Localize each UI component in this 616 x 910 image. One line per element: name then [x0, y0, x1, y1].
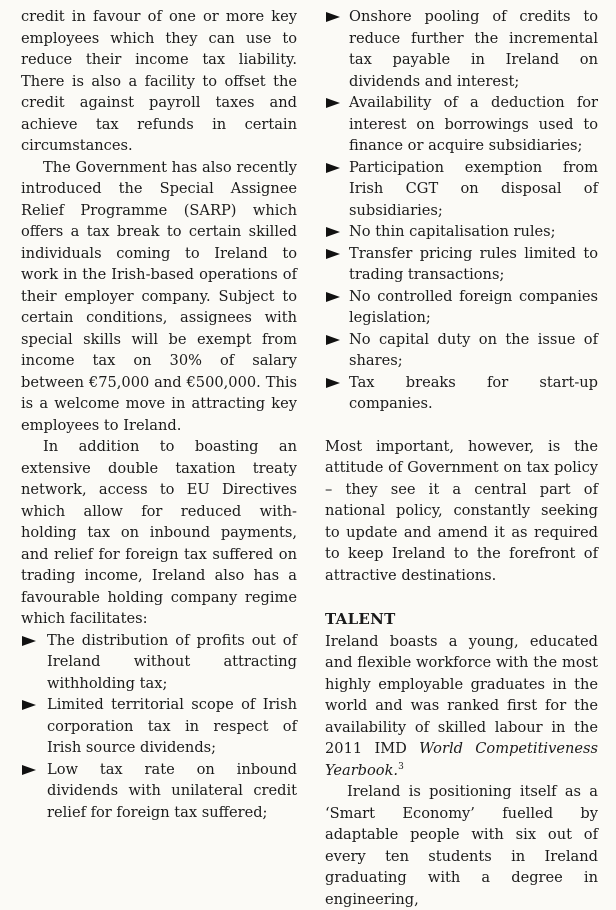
arrow-bullet-icon	[22, 700, 36, 710]
holding-regime-bullet-list	[21, 630, 297, 824]
arrow-bullet-icon	[326, 12, 340, 22]
list-item: Limited territorial scope of Irish corporation tax in respect of Irish source dividends;	[21, 694, 297, 759]
holding-regime-bullet-list-continued	[325, 6, 598, 415]
list-item: Onshore pooling of credits to reduce further the incremental tax payable in Ireland on dividends and interest;	[325, 6, 598, 92]
paragraph-holding-regime: In addition to boasting an extensive double taxation treaty network, access to EU Directives which allow for reduced with-holding tax on inbound payments, and relief for foreign tax suffered on trading income, Ireland also has a favourable holding company regime which facilitates:	[21, 438, 297, 627]
list-item: The distribution of profits out of Ireland without attracting withholding tax;	[21, 630, 297, 695]
arrow-bullet-icon	[326, 249, 340, 259]
list-item: Tax breaks for start-up companies.	[325, 372, 598, 415]
list-item: Low tax rate on inbound dividends with unilateral credit relief for foreign tax suffered;	[21, 759, 297, 824]
arrow-bullet-icon	[326, 98, 340, 108]
paragraph-sarp: The Government has also recently introduced the Special Assignee Relief Programme (SARP) which offers a tax break to certain skilled individuals coming to Ireland to work in the Irish-based operations of their employer company. Subject to certain conditions, assignees with special skills will be exempt from income tax on 30% of salary between €75,000 and €500,000. This is a welcome move in attracting key employees to Ireland.	[21, 158, 297, 434]
arrow-bullet-icon	[326, 163, 340, 173]
list-item: No capital duty on the issue of shares;	[325, 329, 598, 372]
right-column	[325, 6, 598, 910]
paragraph-tax-credit: credit in favour of one or more key employees which they can use to reduce their income tax liability. There is also a facility to offset the credit against payroll taxes and achieve tax refunds in certain circumstances.	[21, 8, 297, 154]
paragraph-workforce: Ireland boasts a young, educated and flexible workforce with the most highly employable graduates in the world and was ranked first for the availability of skilled labour in the 2011 IMD World Competitiveness Yearbook.$^3$	[325, 632, 598, 779]
paragraph-smart-economy: Ireland is positioning itself as a ‘Smart Economy’ fuelled by adaptable people with six out of every ten students in Ireland graduating with a degree in engineering,	[325, 783, 598, 908]
list-item: No thin capitalisation rules;	[325, 221, 598, 243]
arrow-bullet-icon	[326, 378, 340, 388]
left-column	[21, 6, 297, 823]
paragraph-tax-policy: Most important, however, is the attitude of Government on tax policy – they see it a central part of national policy, constantly seeking to update and amend it as required to keep Ireland to the forefront of attractive destinations.	[325, 437, 598, 584]
list-item: Participation exemption from Irish CGT on disposal of subsidiaries;	[325, 157, 598, 222]
list-item: Availability of a deduction for interest on borrowings used to finance or acquire subsidiaries;	[325, 92, 598, 157]
list-item: No controlled foreign companies legislation;	[325, 286, 598, 329]
footnote-reference: 3	[398, 761, 404, 772]
yearbook-title: World Competitiveness Yearbook.	[325, 740, 598, 779]
arrow-bullet-icon	[22, 636, 36, 646]
list-item: Transfer pricing rules limited to trading transactions;	[325, 243, 598, 286]
arrow-bullet-icon	[326, 335, 340, 345]
arrow-bullet-icon	[326, 227, 340, 237]
arrow-bullet-icon	[326, 292, 340, 302]
arrow-bullet-icon	[22, 765, 36, 775]
section-heading-talent: TALENT	[325, 610, 396, 628]
